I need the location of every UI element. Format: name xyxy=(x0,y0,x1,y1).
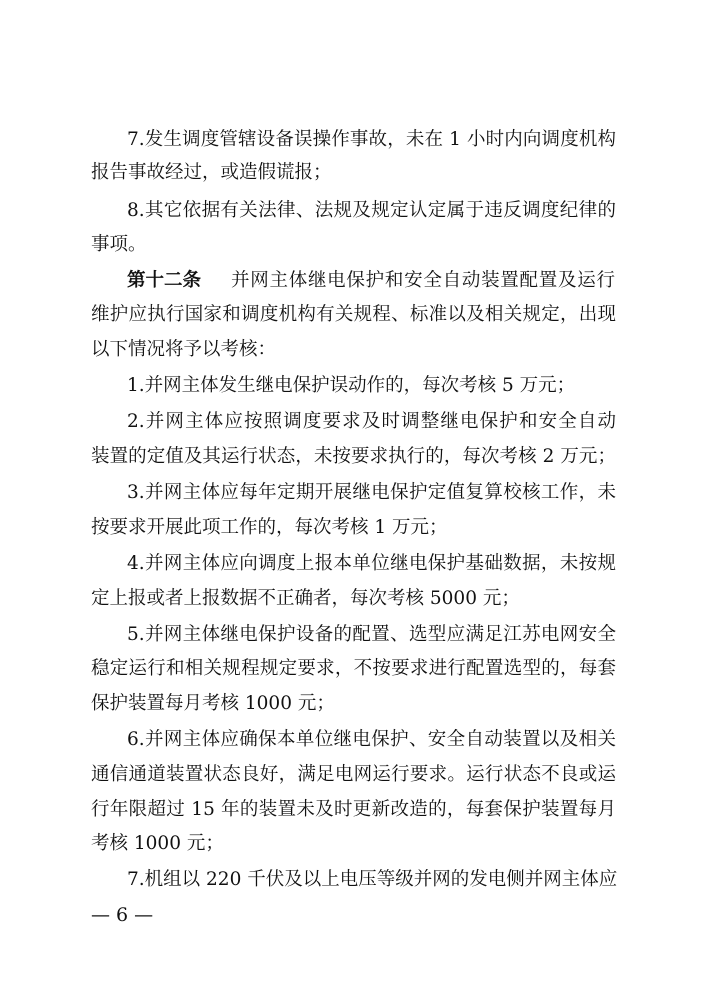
article-line-3: 以下情况将予以考核： xyxy=(91,339,277,360)
page-number: — 6 — xyxy=(91,904,154,926)
rule-4-line-1: 4.并网主体应向调度上报本单位继电保护基础数据，未按规 xyxy=(127,553,616,574)
rule-6-line-4: 考核 1000 元； xyxy=(91,833,224,854)
rule-5-line-3: 保护装置每月考核 1000 元； xyxy=(91,693,335,714)
rule-6-line-3: 行年限超过 15 年的装置未及时更新改造的，每套保护装置每月 xyxy=(91,799,616,820)
rule-2-line-1: 2.并网主体应按照调度要求及时调整继电保护和安全自动 xyxy=(127,411,616,432)
article-line-1: 并网主体继电保护和安全自动装置配置及运行 xyxy=(231,270,615,291)
item-8-line-1: 8.其它依据有关法律、法规及规定认定属于违反调度纪律的 xyxy=(127,200,616,221)
item-7-line-2: 报告事故经过，或造假谎报； xyxy=(91,162,332,183)
item-8-line-2: 事项。 xyxy=(91,234,147,255)
rule-3-line-2: 按要求开展此项工作的，每次考核 1 万元； xyxy=(91,517,448,538)
item-7-line-1: 7.发生调度管辖设备误操作事故，未在 1 小时内向调度机构 xyxy=(127,129,616,150)
rule-4-line-2: 定上报或者上报数据不正确者，每次考核 5000 元； xyxy=(91,588,520,609)
rule-3-line-1: 3.并网主体应每年定期开展继电保护定值复算校核工作，未 xyxy=(127,482,616,503)
rule-7-line-1: 7.机组以 220 千伏及以上电压等级并网的发电侧并网主体应 xyxy=(127,869,618,890)
rule-1-line-1: 1.并网主体发生继电保护误动作的，每次考核 5 万元； xyxy=(127,375,576,396)
rule-2-line-2: 装置的定值及其运行状态，未按要求执行的，每次考核 2 万元； xyxy=(91,446,616,467)
rule-6-line-2: 通信通道装置状态良好，满足电网运行要求。运行状态不良或运 xyxy=(91,764,616,785)
rule-5-line-1: 5.并网主体继电保护设备的配置、选型应满足江苏电网安全 xyxy=(127,624,616,645)
article-line-2: 维护应执行国家和调度机构有关规程、标准以及相关规定，出现 xyxy=(91,304,616,325)
rule-5-line-2: 稳定运行和相关规程规定要求，不按要求进行配置选型的，每套 xyxy=(91,658,616,679)
article-heading: 第十二条 xyxy=(127,270,202,291)
rule-6-line-1: 6.并网主体应确保本单位继电保护、安全自动装置以及相关 xyxy=(127,729,616,750)
